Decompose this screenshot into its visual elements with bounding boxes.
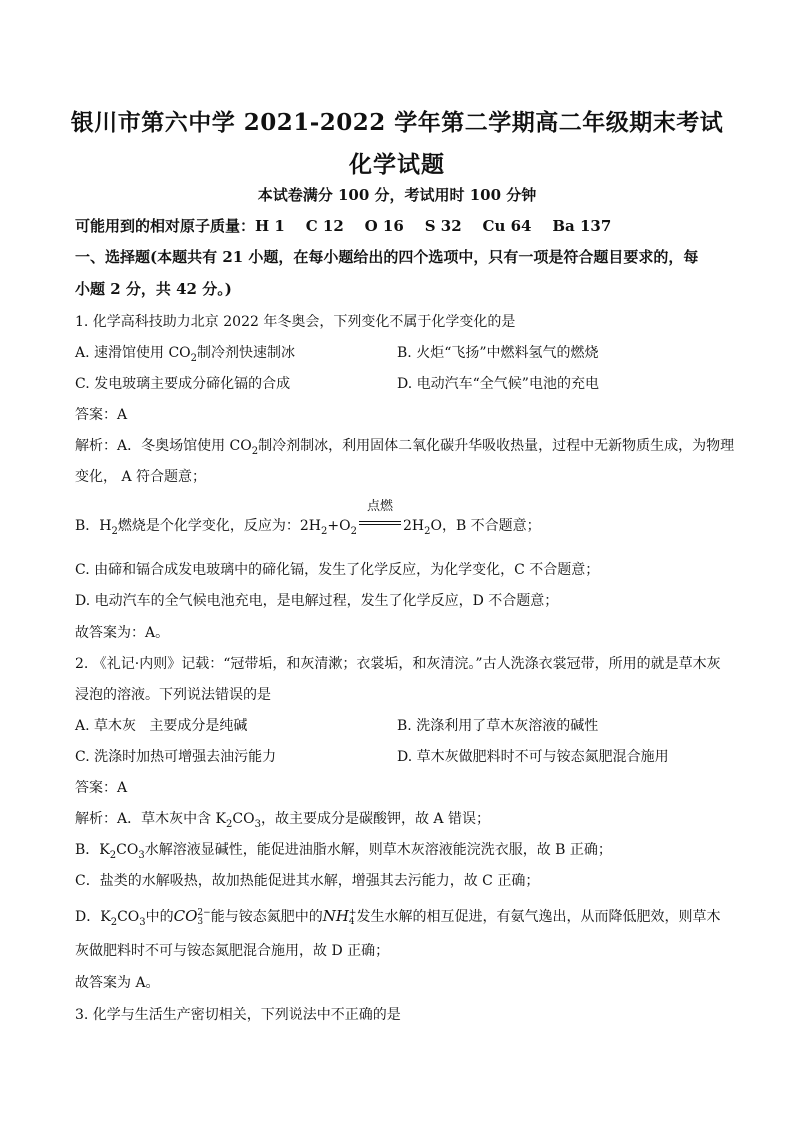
q3-stem: 3. 化学与生活生产密切相关，下列说法中不正确的是 [75, 1007, 401, 1023]
q2-explanation-a: 解析：A．草木灰中含 $K_2CO_3$，故主要成分是碳酸钾，故 A 错误； [75, 811, 490, 830]
section-heading-line1: 一、选择题(本题共有 21 小题，在每小题给出的四个选项中，只有一项是符合题目要求的，每 [75, 248, 699, 266]
section-heading-line2: 小题 2 分，共 42 分。) [75, 280, 232, 298]
q1-answer: 答案：A [75, 407, 128, 423]
atomic-mass-line: 可能用到的相对原子质量：H 1 C 12 O 16 S 32 Cu 64 Ba 137 [75, 217, 612, 235]
q2-option-a: A. 草木灰 主要成分是纯碱 [75, 718, 248, 734]
q2-answer: 答案：A [75, 780, 128, 796]
q1-option-a: A. 速滑馆使用 $CO_2$制冷剂快速制冰 [75, 345, 296, 364]
q2-explanation-c: C．盐类的水解吸热，故加热能促进其水解，增强其去污能力，故 C 正确； [75, 873, 540, 889]
q2-stem-line1: 2. 《礼记·内则》记载：“冠带垢，和灰清漱；衣裳垢，和灰清浣。”古人洗涤衣裳冠带，所用的就是草木灰 [75, 656, 721, 672]
q2-option-c: C. 洗涤时加热可增强去油污能力 [75, 749, 277, 765]
q1-option-d: D. 电动汽车“全气候”电池的充电 [397, 376, 599, 392]
q2-explanation-b: B．$K_2CO_3$水解溶液显碱性，能促进油脂水解，则草木灰溶液能浣洗衣服，故 B 正确； [75, 842, 612, 861]
q1-explanation-a: 解析：A．冬奥场馆使用 $CO_2$制冷剂制冰，利用固体二氧化碳升华吸收热量，过程中无新物质生成，为物理 [75, 438, 735, 457]
exam-title: 银川市第六中学 2021-2022 学年第二学期高二年级期末考试 [70, 109, 724, 136]
q1-conclusion: 故答案为：A。 [75, 625, 170, 641]
q1-explanation-a-cont: 变化， A 符合题意； [75, 469, 207, 485]
q2-option-d: D. 草木灰做肥料时不可与铵态氮肥混合施用 [397, 749, 669, 765]
q2-stem-line2: 浸泡的溶液。下列说法错误的是 [75, 687, 271, 703]
q2-conclusion: 故答案为 A。 [75, 975, 160, 991]
q1-option-c: C. 发电玻璃主要成分碲化镉的合成 [75, 376, 291, 392]
q1-option-b: B. 火炬“飞扬”中燃料氢气的燃烧 [397, 345, 599, 361]
q1-explanation-b: B．$H_2$燃烧是个化学变化，反应为：$2H_2+O_2$ 点燃 $2H_2O$，B 不合题意； [75, 499, 541, 537]
subject-title: 化学试题 [349, 151, 445, 178]
carbonate-ion: CO 2− 3 [173, 907, 211, 927]
q2-explanation-d: D．$K_2CO_3$中的CO 2− 3 能与铵态氮肥中的NH + 4 发生水解的相互促进，有氨气逸出，从而降低肥效，则草木 [75, 907, 721, 928]
q1-explanation-d: D. 电动汽车的全气候电池充电，是电解过程，发生了化学反应，D 不合题意； [75, 593, 559, 609]
exam-info: 本试卷满分 100 分，考试用时 100 分钟 [257, 186, 537, 204]
ammonium-ion: NH + 4 [322, 907, 357, 927]
q2-option-b: B. 洗涤利用了草木灰溶液的碱性 [397, 718, 599, 734]
q2-explanation-d-cont: 灰做肥料时不可与铵态氮肥混合施用，故 D 正确； [75, 943, 390, 959]
q1-explanation-c: C. 由碲和镉合成发电玻璃中的碲化镉，发生了化学反应，为化学变化，C 不合题意； [75, 562, 600, 578]
q1-stem: 1. 化学高科技助力北京 2022 年冬奥会，下列变化不属于化学变化的是 [75, 314, 516, 330]
reaction-arrow: 点燃 [357, 514, 403, 532]
